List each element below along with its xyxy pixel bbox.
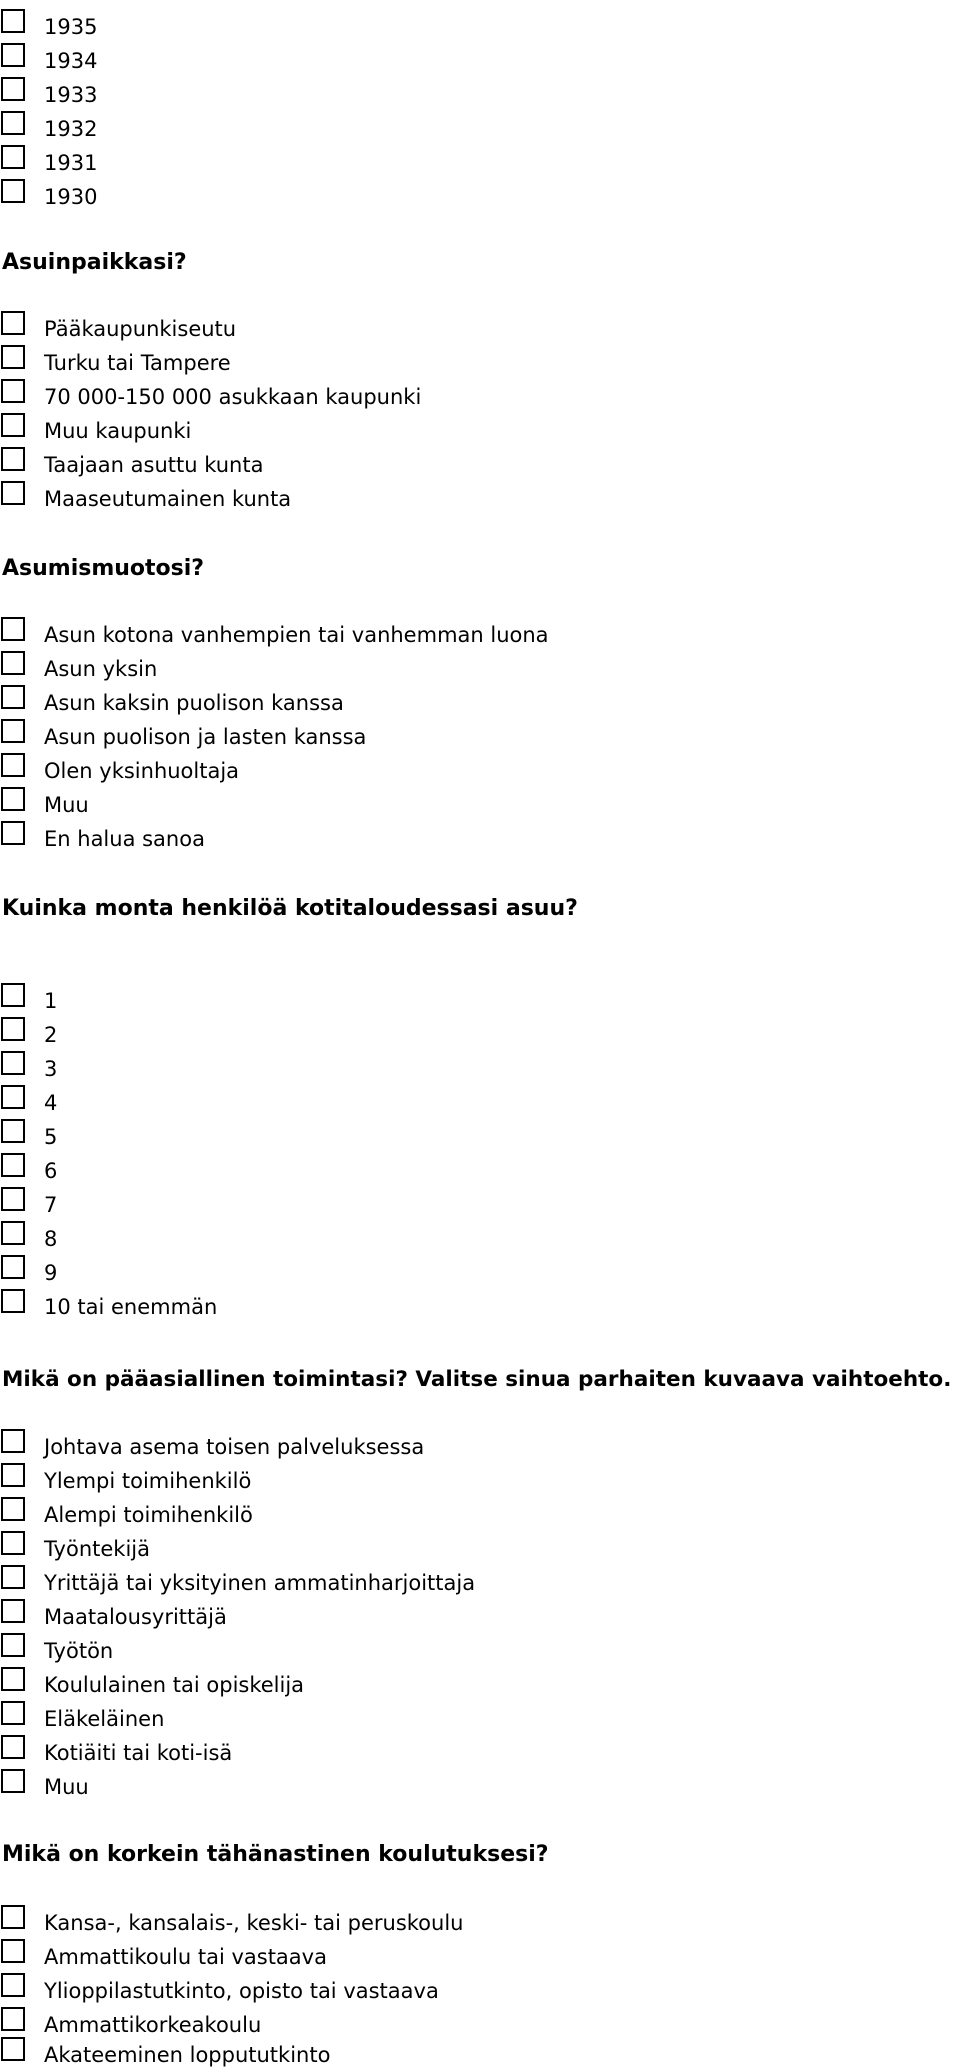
birth-year-option-1932[interactable] — [0, 110, 700, 144]
checkbox[interactable] — [1, 1769, 25, 1793]
option-label: Akateeminen loppututkinto — [44, 2043, 331, 2067]
birth-year-option-1934[interactable] — [0, 42, 700, 76]
residence-option[interactable] — [0, 480, 700, 514]
option-label: Yrittäjä tai yksityinen ammatinharjoittaja — [44, 1571, 476, 1595]
checkbox[interactable] — [1, 1599, 25, 1623]
checkbox[interactable] — [1, 685, 25, 709]
occupation-option[interactable] — [0, 1564, 700, 1598]
residence-option[interactable] — [0, 446, 700, 480]
household-size-option[interactable] — [0, 1016, 700, 1050]
birth-year-option-1931[interactable] — [0, 144, 700, 178]
option-label: 10 tai enemmän — [44, 1295, 218, 1319]
checkbox[interactable] — [1, 111, 25, 135]
checkbox[interactable] — [1, 43, 25, 67]
checkbox[interactable] — [1, 1429, 25, 1453]
occupation-option[interactable] — [0, 1530, 700, 1564]
option-label: Alempi toimihenkilö — [44, 1503, 253, 1527]
option-label: Taajaan asuttu kunta — [44, 453, 264, 477]
checkbox[interactable] — [1, 1565, 25, 1589]
birth-year-option-1930[interactable] — [0, 178, 700, 212]
checkbox[interactable] — [1, 311, 25, 335]
checkbox[interactable] — [1, 821, 25, 845]
checkbox[interactable] — [1, 1973, 25, 1997]
education-option[interactable] — [0, 2036, 700, 2070]
option-label: Ylempi toimihenkilö — [44, 1469, 252, 1493]
education-option[interactable] — [0, 2006, 700, 2040]
option-label: 1933 — [44, 83, 98, 107]
household-size-option[interactable] — [0, 982, 700, 1016]
birth-year-option-1933[interactable] — [0, 76, 700, 110]
residence-option[interactable] — [0, 310, 700, 344]
option-label: Johtava asema toisen palveluksessa — [44, 1435, 425, 1459]
household-size-option[interactable] — [0, 1254, 700, 1288]
option-label: Koululainen tai opiskelija — [44, 1673, 305, 1697]
option-label: Muu kaupunki — [44, 419, 192, 443]
housing-option[interactable] — [0, 718, 700, 752]
option-label: 1 — [44, 989, 58, 1013]
option-label: 9 — [44, 1261, 58, 1285]
checkbox[interactable] — [1, 2007, 25, 2031]
education-option[interactable] — [0, 1938, 700, 1972]
checkbox[interactable] — [1, 379, 25, 403]
question-occupation: Mikä on pääasiallinen toimintasi? Valitse sinua parhaiten kuvaava vaihtoehto. — [2, 1367, 952, 1392]
checkbox[interactable] — [1, 787, 25, 811]
checkbox[interactable] — [1, 9, 25, 33]
checkbox[interactable] — [1, 1289, 25, 1313]
option-label: 7 — [44, 1193, 58, 1217]
occupation-option[interactable] — [0, 1496, 700, 1530]
question-education: Mikä on korkein tähänastinen koulutuksesi? — [2, 1842, 549, 1867]
checkbox[interactable] — [1, 2037, 25, 2061]
checkbox[interactable] — [1, 1119, 25, 1143]
housing-option[interactable] — [0, 752, 700, 786]
checkbox[interactable] — [1, 983, 25, 1007]
checkbox[interactable] — [1, 753, 25, 777]
household-size-option[interactable] — [0, 1050, 700, 1084]
option-label: 8 — [44, 1227, 58, 1251]
option-label: Maatalousyrittäjä — [44, 1605, 227, 1629]
checkbox[interactable] — [1, 1905, 25, 1929]
housing-option[interactable] — [0, 616, 700, 650]
housing-option[interactable] — [0, 786, 700, 820]
birth-year-option-1935[interactable] — [0, 8, 700, 42]
checkbox[interactable] — [1, 1939, 25, 1963]
option-label: 1932 — [44, 117, 98, 141]
question-housing: Asumismuotosi? — [2, 556, 205, 581]
option-label: Ylioppilastutkinto, opisto tai vastaava — [44, 1979, 439, 2003]
option-label: Muu — [44, 793, 89, 817]
housing-option[interactable] — [0, 820, 700, 854]
option-label: 3 — [44, 1057, 58, 1081]
option-label: Asun puolison ja lasten kanssa — [44, 725, 367, 749]
occupation-option[interactable] — [0, 1462, 700, 1496]
household-size-option[interactable] — [0, 1186, 700, 1220]
option-label: 1935 — [44, 15, 98, 39]
checkbox[interactable] — [1, 481, 25, 505]
option-label: Asun yksin — [44, 657, 158, 681]
option-label: Kansa-, kansalais-, keski- tai peruskoulu — [44, 1911, 464, 1935]
checkbox[interactable] — [1, 1221, 25, 1245]
checkbox[interactable] — [1, 1017, 25, 1041]
option-label: Työntekijä — [44, 1537, 150, 1561]
checkbox[interactable] — [1, 1531, 25, 1555]
checkbox[interactable] — [1, 1701, 25, 1725]
checkbox[interactable] — [1, 345, 25, 369]
household-size-option[interactable] — [0, 1118, 700, 1152]
residence-option[interactable] — [0, 412, 700, 446]
checkbox[interactable] — [1, 651, 25, 675]
checkbox[interactable] — [1, 413, 25, 437]
household-size-option[interactable] — [0, 1152, 700, 1186]
housing-option[interactable] — [0, 684, 700, 718]
housing-option[interactable] — [0, 650, 700, 684]
option-label: 5 — [44, 1125, 58, 1149]
checkbox[interactable] — [1, 1051, 25, 1075]
household-size-option[interactable] — [0, 1084, 700, 1118]
education-option[interactable] — [0, 1904, 700, 1938]
checkbox[interactable] — [1, 719, 25, 743]
option-label: En halua sanoa — [44, 827, 205, 851]
question-residence: Asuinpaikkasi? — [2, 250, 187, 275]
household-size-option[interactable] — [0, 1220, 700, 1254]
occupation-option[interactable] — [0, 1632, 700, 1666]
question-household-size: Kuinka monta henkilöä kotitaloudessasi asuu? — [2, 896, 578, 921]
occupation-option[interactable] — [0, 1666, 700, 1700]
checkbox[interactable] — [1, 447, 25, 471]
occupation-option[interactable] — [0, 1428, 700, 1462]
checkbox[interactable] — [1, 179, 25, 203]
option-label: Muu — [44, 1775, 89, 1799]
option-label: 4 — [44, 1091, 58, 1115]
option-label: Kotiäiti tai koti-isä — [44, 1741, 233, 1765]
checkbox[interactable] — [1, 1735, 25, 1759]
residence-option[interactable] — [0, 344, 700, 378]
checkbox[interactable] — [1, 1463, 25, 1487]
option-label: Pääkaupunkiseutu — [44, 317, 237, 341]
option-label: Olen yksinhuoltaja — [44, 759, 240, 783]
household-size-option[interactable] — [0, 1288, 700, 1322]
checkbox[interactable] — [1, 77, 25, 101]
checkbox[interactable] — [1, 1667, 25, 1691]
checkbox[interactable] — [1, 1085, 25, 1109]
option-label: 2 — [44, 1023, 58, 1047]
checkbox[interactable] — [1, 1153, 25, 1177]
occupation-option[interactable] — [0, 1700, 700, 1734]
residence-option[interactable] — [0, 378, 700, 412]
checkbox[interactable] — [1, 1255, 25, 1279]
option-label: Työtön — [44, 1639, 114, 1663]
checkbox[interactable] — [1, 1633, 25, 1657]
option-label: Eläkeläinen — [44, 1707, 165, 1731]
education-option[interactable] — [0, 1972, 700, 2006]
option-label: Maaseutumainen kunta — [44, 487, 292, 511]
option-label: 1931 — [44, 151, 98, 175]
option-label: Ammattikorkeakoulu — [44, 2013, 262, 2037]
option-label: Asun kaksin puolison kanssa — [44, 691, 344, 715]
option-label: 1930 — [44, 185, 98, 209]
occupation-option[interactable] — [0, 1598, 700, 1632]
option-label: Turku tai Tampere — [44, 351, 231, 375]
checkbox[interactable] — [1, 617, 25, 641]
checkbox[interactable] — [1, 145, 25, 169]
checkbox[interactable] — [1, 1187, 25, 1211]
occupation-option[interactable] — [0, 1768, 700, 1802]
option-label: Ammattikoulu tai vastaava — [44, 1945, 327, 1969]
option-label: 6 — [44, 1159, 58, 1183]
option-label: 1934 — [44, 49, 98, 73]
option-label: 70 000-150 000 asukkaan kaupunki — [44, 385, 422, 409]
option-label: Asun kotona vanhempien tai vanhemman luona — [44, 623, 549, 647]
checkbox[interactable] — [1, 1497, 25, 1521]
occupation-option[interactable] — [0, 1734, 700, 1768]
